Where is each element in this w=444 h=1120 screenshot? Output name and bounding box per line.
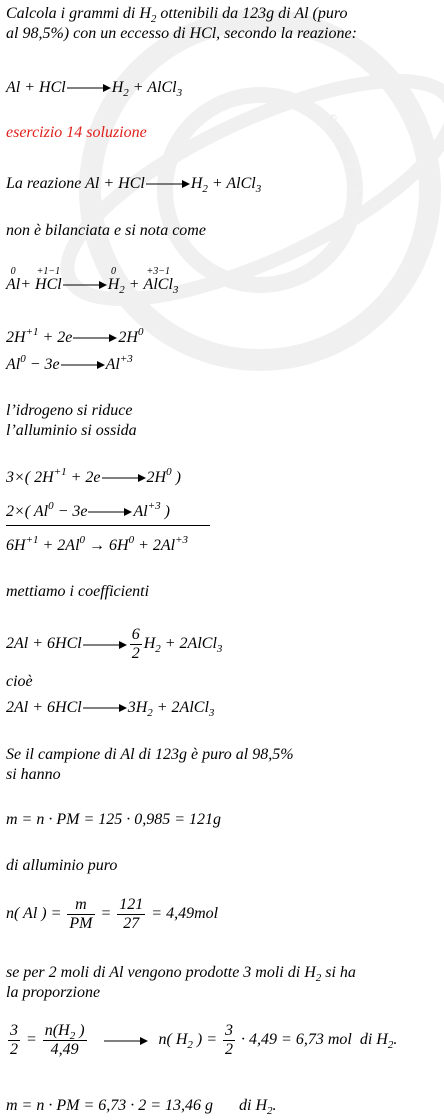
problem-line-1: Calcola i grammi di $H_2$ ottenibili da 123g di Al (puro [6, 5, 348, 25]
reaction-arrow [104, 1036, 148, 1046]
campione-text-1: Se il campione di Al di 123g è puro al 98,5% [6, 746, 294, 763]
solution-title: esercizio 14 soluzione [6, 124, 147, 141]
balanced-equation: 2Al + 6HCl $3H_2$ + 2AlCl$_3$ [6, 699, 215, 719]
coefficient-equation: 2Al + 6HCl $\frac{6}{2}$ $H_2$ + 2AlCl$_3$ [6, 626, 223, 662]
reaction-arrow [146, 179, 190, 189]
reaction-arrow [67, 83, 111, 93]
moles-equation: n( Al ) = $\frac{m}{PM}$ = $\frac{121}{27}$ = 4,49mol [6, 896, 219, 932]
proporzione-text-1: se per 2 moli di Al vengono prodotte 3 moli di $H_2$ si ha [6, 964, 356, 984]
proportion-fraction-2: $\frac{n(H_2 )}{4,49}$ [44, 1022, 85, 1058]
cioe-text: cioè [6, 673, 33, 690]
reaction-arrow [73, 333, 117, 343]
proportion-fraction-1: $\frac{3}{2}$ [10, 1022, 18, 1058]
reaction-arrow [83, 703, 127, 713]
proporzione-text-2: la proporzione [6, 984, 101, 1001]
campione-text-2: si hanno [6, 766, 61, 783]
reaction-arrow [88, 507, 132, 517]
reaction-arrow [63, 280, 107, 290]
proportion-equation: $\frac{3}{2}$ = $\frac{n(H_2 )}{4,49}$ n( $H_2$ ) = $\frac{3}{2}$ · 4,49 = 6,73 mol di $H_2$. [10, 1022, 398, 1058]
watermark-text: edutecnica [324, 111, 368, 204]
mettiamo-text: mettiamo i coefficienti [6, 583, 150, 600]
problem-line-2: al 98,5%) con un eccesso di HCl, secondo la reazione: [6, 25, 357, 42]
non-bilanciata-text: non è bilanciata e si nota come [6, 222, 206, 239]
proportion-fraction-3: $\frac{3}{2}$ [225, 1022, 234, 1058]
combined-line-2: 2×( $Al^0 - 3e$ $Al^{+3}$ ) [6, 500, 170, 520]
combined-line-3: $6H^{+1} + 2Al^0 \to 6H^0 + 2Al^{+3}$ [6, 534, 189, 554]
half-reaction-hydrogen: $2H^{+1} + 2e$ $2H^0$ [6, 326, 144, 346]
moles-fraction-values: $\frac{121}{27}$ [119, 896, 144, 932]
reaction-arrow [102, 473, 146, 483]
reaction-arrow [83, 640, 127, 650]
final-mass-equation: m = n · PM = 6,73 · 2 = 13,46 g di $H_2$. [6, 1097, 277, 1117]
reaction-arrow [61, 360, 105, 370]
reaction-equation: Al + HCl $H_2$ + AlCl$_3$ [6, 79, 183, 99]
moles-fraction-m-pm: $\frac{m}{PM}$ [69, 896, 93, 932]
alluminio-text: l’alluminio si ossida [6, 422, 137, 439]
combined-line-1: 3×( $2H^{+1} + 2e$ $2H^0$ ) [6, 466, 181, 486]
sum-rule [6, 525, 210, 526]
half-reaction-aluminium: $Al^0 - 3e$ $Al^{+3}$ [6, 353, 133, 373]
coefficient-fraction: $\frac{6}{2}$ [131, 626, 140, 662]
alluminio-puro-text: di alluminio puro [6, 857, 118, 874]
idrogeno-text: l’idrogeno si riduce [6, 402, 133, 419]
oxidation-states-equation: 0 Al+ +1−1 HCl 0 $H_2$ + +3−1 AlCl$_3$ [6, 266, 179, 296]
la-reazione-line: La reazione Al + HCl $H_2$ + AlCl$_3$ [6, 175, 262, 195]
mass-equation: m = n · PM = 125 · 0,985 = 121g [6, 811, 222, 828]
